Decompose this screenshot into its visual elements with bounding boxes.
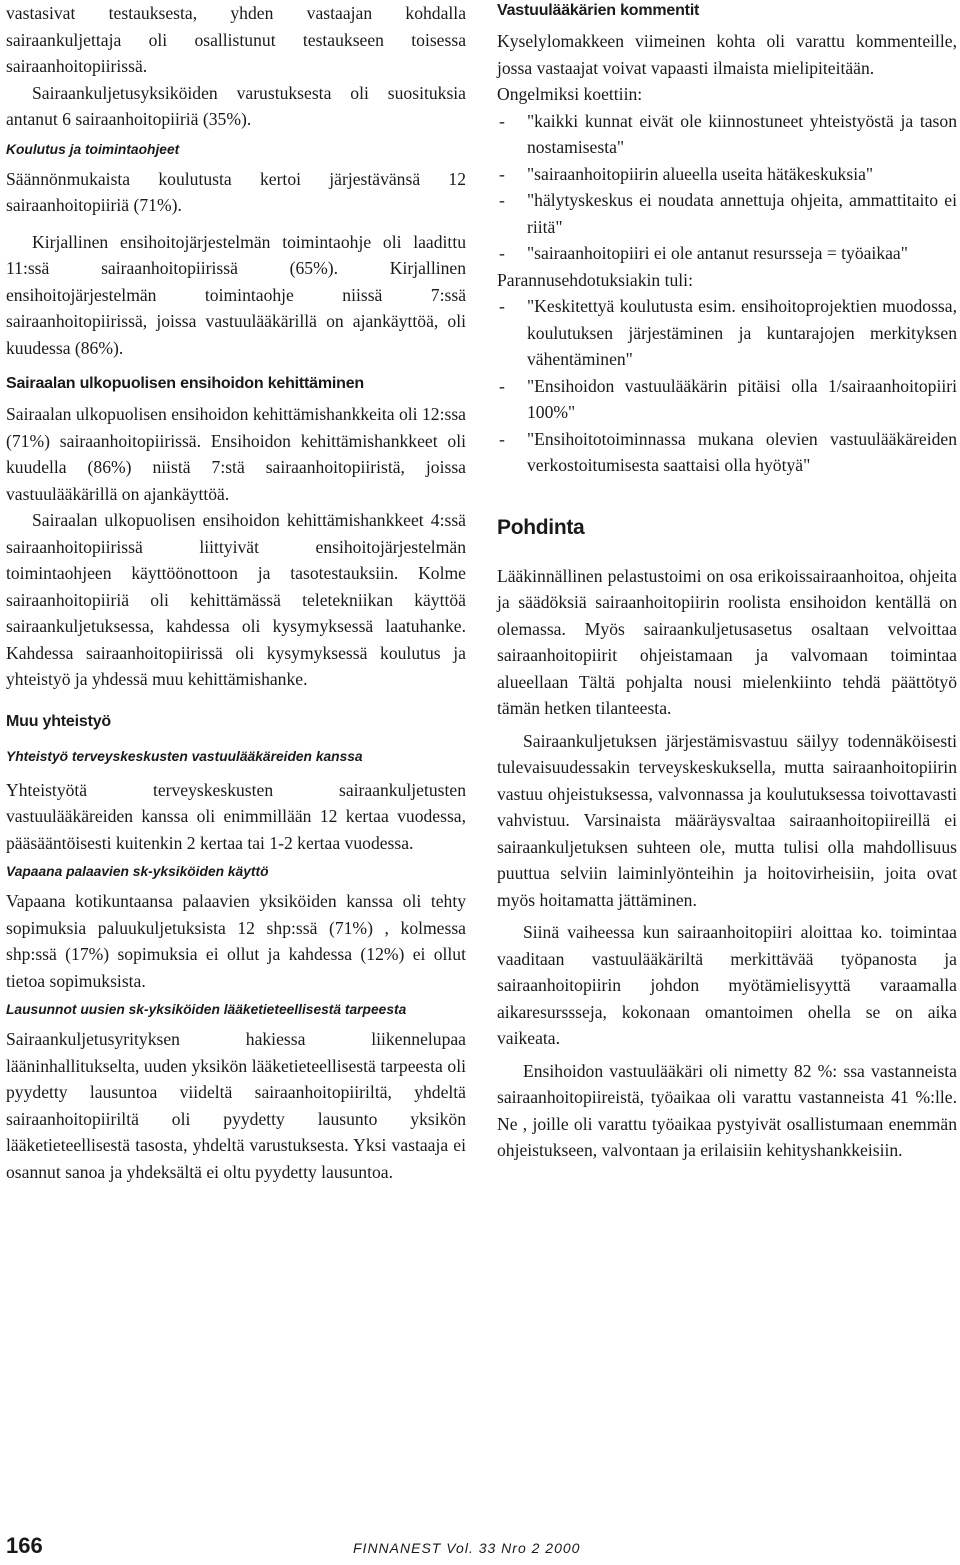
list-item: - "Keskitettyä koulutusta esim. ensihoitoprojektien muodossa, koulutuksen järjestäminen ja kuntarajojen merkityksen vähentäminen" [497, 293, 957, 373]
paragraph: Ensihoidon vastuulääkäri oli nimetty 82 %: ssa vastanneista sairaanhoitopiireistä, työaikaa oli varattu vastanneista 41 %:lle. Ne , joille oli varattu työaikaa pystyivät osallistumaan enemmän ohjeistukseen, valvontaan ja erilaisiin kehityshankkeisiin. [497, 1060, 957, 1160]
subsection-heading: Yhteistyö terveyskeskusten vastuulääkäreiden kanssa [6, 748, 363, 764]
paragraph: Lääkinnällinen pelastustoimi on osa erikoissairaanhoitoa, ohjeita ja säädöksiä sairaanhoitopiirin roolista ensihoidon kentällä on olemassa. Myös sairaankuljetusasetus osaltaan velvoittaa sairaanhoitopiirit ohjeistamaan ja valvomaan toimintaa alueellaan Tältä pohjalta nousi mielenkiinto tehdä päättötyö tämän hetken tilanteesta. [497, 565, 957, 718]
subsection-heading: Lausunnot uusien sk-yksiköiden lääketieteellisestä tarpeesta [6, 1002, 407, 1017]
list-item: - "Ensihoidon vastuulääkärin pitäisi olla 1/sairaanhoitopiiri 100%" [497, 373, 957, 426]
paragraph: Kyselylomakkeen viimeinen kohta oli varattu kommenteille, jossa vastaajat voivat vapaasti ilmaista mielipiteitään. [497, 31, 957, 78]
page-footer [6, 1532, 956, 1562]
paragraph: Sairaalan ulkopuolisen ensihoidon kehittämishankkeet 4:ssä sairaanhoitopiirissä liittyivät ensihoitojärjestelmän toimintaohjeen käyttöönottoon ja tasotestauksiin. Kolme sairaanhoitopiiriä oli kehittämässä teletekniikan käyttöä sairaankuljetuksessa, kahdessa oli kysymyksessä laatuhanke. Kahdessa sairaanhoitopiirissä oli kysymyksessä koulutus ja yhteistyö ja yhdessä muu kehittämishanke. [6, 510, 466, 689]
paragraph: vastasivat testauksesta, yhden vastaajan kohdalla sairaankuljettaja oli osallistunut testaukseen toisessa sairaanhoitopiirissä. [6, 3, 466, 76]
paragraph: Kirjallinen ensihoitojärjestelmän toimintaohje oli laadittu 11:ssä sairaanhoitopiirissä (65%). Kirjallinen ensihoitojärjestelmän toimintaohje niissä 7:ssä sairaanhoitopiirissä, joissa vastuulääkärillä on ajankäyttöä, oli kuudessa (86%). [6, 231, 466, 358]
section-heading: Pohdinta [497, 515, 585, 539]
list-item: - "kaikki kunnat eivät ole kiinnostuneet yhteistyöstä ja tason nostamisesta" [497, 108, 957, 161]
paragraph: Sairaankuljetusyrityksen hakiessa liikennelupaa lääninhallitukselta, uuden yksikön lääketieteellisestä tarpeesta oli pyydetty lausuntoa viideltä sairaanhoitopiiriltä, yhdeltä sairaanhoitopiiriltä oli pyydetty lausunto yksikön lääketieteellisestä tasosta, yhdeltä varustuksesta. Yksi vastaaja ei osannut sanoa ja yhdeksältä ei oltu pyydetty lausuntoa. [6, 1029, 466, 1182]
section-heading: Sairaalan ulkopuolisen ensihoidon kehittäminen [6, 375, 364, 392]
list-item: - "sairaanhoitopiiri ei ole antanut resursseja = työaikaa" [497, 240, 957, 267]
list-item: - "hälytyskeskus ei noudata annettuja ohjeita, ammattitaito ei riitä" [497, 187, 957, 240]
paragraph: Parannusehdotuksiakin tuli: [497, 269, 693, 290]
paragraph: Yhteistyötä terveyskeskusten sairaankuljetusten vastuulääkäreiden kanssa oli enimmillään 12 kertaa vuodessa, pääsääntöisesti kuitenkin 2 kertaa tai 1-2 kertaa vuodessa. [6, 779, 466, 853]
right-column [497, 0, 957, 1164]
paragraph: Sairaankuljetuksen järjestämisvastuu säilyy todennäköisesti tulevaisuudessakin terveyskeskuksella, mutta sairaanhoitopiirin vastuu ohjeistuksessa, valvonnassa ja koulutuksessa toivottavasti vahvistuu. Varsinaista määräysvaltaa sairaanhoitopiireillä ei sairaankuljetuksen suhteen ole, mutta tulisi olla mahdollisuus puuttua selviin laiminlyönteihin ja hoitovirheisiin, joita ovat myös hoitamatta jättäminen. [497, 730, 957, 910]
section-heading: Muu yhteistyö [6, 712, 111, 730]
subsection-heading: Koulutus ja toimintaohjeet [6, 141, 180, 157]
suggestions-list [497, 293, 957, 479]
subsection-heading: Vapaana palaavien sk-yksiköiden käyttö [6, 864, 269, 879]
left-column [6, 0, 466, 1185]
paragraph: Ongelmiksi koettiin: [497, 84, 643, 104]
section-heading: Vastuulääkärien kommentit [497, 2, 700, 19]
paragraph: Siinä vaiheessa kun sairaanhoitopiiri aloittaa ko. toimintaa vaaditaan vastuulääkäriltä merkittävää työpanosta ja sairaanhoitopiirin johdon myötämielisyyttä varaamalla aikaresurssseja, kokonaan omantoimen ohella se on aika vaikeata. [497, 922, 957, 1048]
journal-info: FINNANEST Vol. 33 Nro 2 2000 [353, 1540, 581, 1556]
list-item: - "sairaanhoitopiirin alueella useita hätäkeskuksia" [497, 161, 957, 188]
list-item: - "Ensihoitotoiminnassa mukana olevien vastuulääkäreiden verkostoitumisesta saattaisi olla hyötyä" [497, 426, 957, 479]
page-number: 166 [6, 1533, 43, 1558]
paragraph: Vapaana kotikuntaansa palaavien yksiköiden kanssa oli tehty sopimuksia paluukuljetuksista 12 shp:ssä (71%) , kolmessa shp:ssä (17%) sopimuksia ei ollut ja kahdessa (12%) ei ollut tietoa sopimuksista. [6, 891, 466, 991]
paragraph: Sairaalan ulkopuolisen ensihoidon kehittämishankkeita oli 12:ssa (71%) sairaanhoitopiirissä. Ensihoidon kehittämishankkeet oli kuudella (86%) niistä 7:stä sairaanhoitopiiristä, joissa vastuulääkärillä on ajankäyttöä. [6, 404, 466, 504]
paragraph: Säännönmukaista koulutusta kertoi järjestävänsä 12 sairaanhoitopiiriä (71%). [6, 168, 466, 215]
paragraph: Sairaankuljetusyksiköiden varustuksesta oli suosituksia antanut 6 sairaanhoitopiiriä (35%). [6, 82, 466, 129]
problems-list [497, 108, 957, 267]
